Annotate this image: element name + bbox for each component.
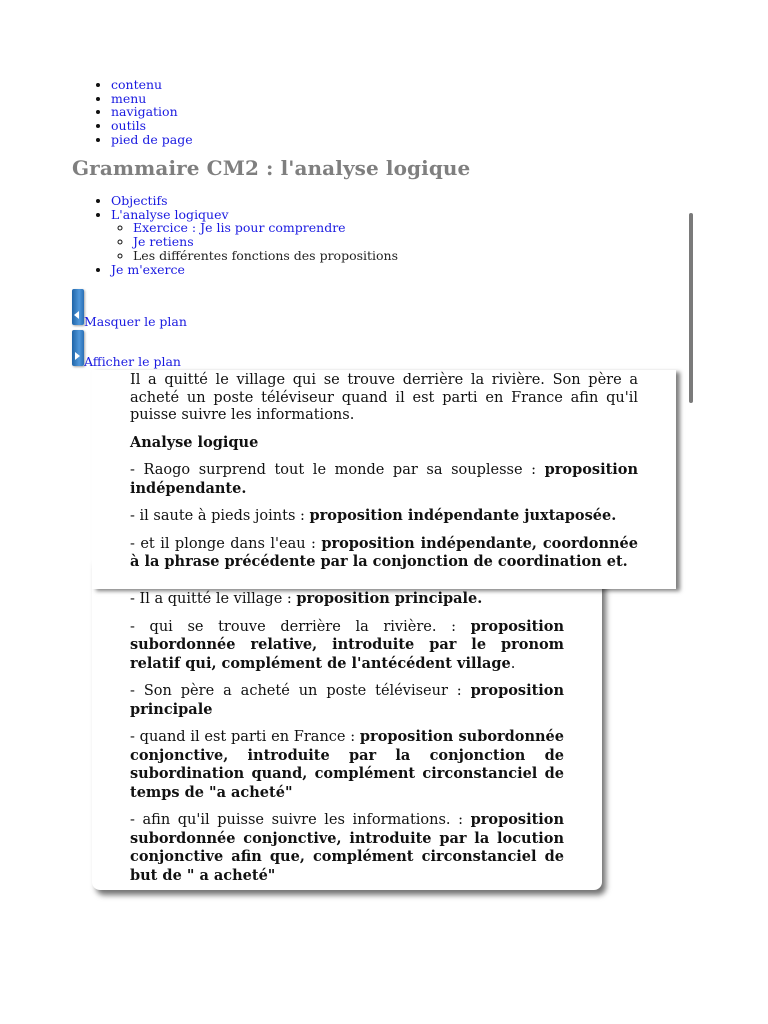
skip-link-item bbox=[111, 105, 193, 119]
analysis-line-function: proposition indépendante. bbox=[130, 461, 638, 497]
analysis-line-text: - il saute à pieds joints : bbox=[130, 508, 310, 524]
plan-link-je-mexerce[interactable]: Je m'exerce bbox=[111, 261, 185, 277]
skip-link-item bbox=[111, 133, 193, 147]
scrollbar-thumb[interactable] bbox=[689, 213, 693, 403]
hide-plan-button[interactable] bbox=[72, 289, 222, 329]
content-panel-front bbox=[92, 370, 676, 589]
analysis-line bbox=[130, 682, 564, 719]
content-panel-back-body bbox=[130, 590, 564, 894]
show-plan-label: Afficher le plan bbox=[84, 354, 181, 369]
plan-subitem bbox=[133, 235, 398, 249]
analysis-line-text: - Raogo surprend tout le monde par sa souplesse : bbox=[130, 462, 545, 478]
content-panel-back bbox=[92, 560, 602, 890]
analysis-line bbox=[130, 535, 638, 572]
analysis-line-function: proposition indépendante, coordonnée à la phrase précédente par la conjonction de coordination et. bbox=[130, 534, 638, 570]
intro-text: Il a quitté le village qui se trouve derrière la rivière. Son père a acheté un poste téléviseur quand il est parti en France afin qu'il puisse suivre les informations. bbox=[130, 372, 638, 423]
analysis-line-text: - Il a quitté le village : bbox=[130, 591, 297, 607]
analysis-line bbox=[130, 811, 564, 885]
plan-item bbox=[111, 208, 398, 263]
analysis-line-function: proposition subordonnée relative, introduite par le pronom relatif qui, complément de l'antécédent village bbox=[130, 617, 564, 672]
skip-link-menu[interactable]: menu bbox=[111, 90, 147, 106]
analysis-line-text: - quand il est parti en France : bbox=[130, 729, 360, 745]
plan-menu bbox=[94, 194, 398, 276]
arrow-left-icon bbox=[74, 311, 79, 319]
skip-link-pied-de-page[interactable]: pied de page bbox=[111, 131, 193, 147]
analysis-line-suffix: . bbox=[510, 655, 516, 672]
analysis-line bbox=[130, 507, 638, 526]
plan-item bbox=[111, 263, 398, 277]
content-panel-front-body bbox=[130, 372, 638, 581]
page-title: Grammaire CM2 : l'analyse logique bbox=[72, 156, 471, 180]
skip-link-item bbox=[111, 92, 193, 106]
plan-submenu bbox=[111, 221, 398, 262]
skip-link-contenu[interactable]: contenu bbox=[111, 77, 163, 92]
analysis-line-text: - et il plonge dans l'eau : bbox=[130, 535, 322, 552]
plan-link-exercice[interactable]: Exercice : Je lis pour comprendre bbox=[133, 220, 346, 236]
analysis-line-function: proposition indépendante juxtaposée. bbox=[309, 507, 617, 524]
analysis-line bbox=[130, 728, 564, 802]
plan-subitem bbox=[133, 221, 398, 235]
analysis-line-function: proposition principale. bbox=[296, 590, 483, 607]
skip-link-item bbox=[111, 119, 193, 133]
arrow-right-icon bbox=[75, 352, 80, 360]
expand-tab-icon bbox=[72, 330, 84, 366]
plan-item bbox=[111, 194, 398, 208]
skip-link-item bbox=[111, 78, 193, 92]
plan-link-analyse-logique[interactable]: L'analyse logiquev bbox=[111, 206, 229, 222]
plan-current-section: Les différentes fonctions des propositions bbox=[133, 247, 399, 263]
analysis-line-text: - afin qu'il puisse suivre les informations. : bbox=[130, 812, 471, 828]
plan-link-objectifs[interactable]: Objectifs bbox=[111, 193, 168, 208]
analysis-line bbox=[130, 618, 564, 674]
analysis-line bbox=[130, 461, 638, 498]
analysis-line bbox=[130, 590, 564, 609]
section-heading-text: Analyse logique bbox=[130, 433, 259, 451]
plan-link-je-retiens[interactable]: Je retiens bbox=[133, 234, 194, 250]
show-plan-button[interactable] bbox=[72, 330, 222, 370]
skip-links bbox=[94, 78, 193, 147]
analysis-line-text: - Son père a acheté un poste téléviseur : bbox=[130, 683, 471, 699]
analysis-line-function: proposition subordonnée conjonctive, introduite par la conjonction de subordination quand, complément circonstanciel de temps de "a acheté" bbox=[130, 728, 564, 801]
plan-subitem bbox=[133, 249, 398, 263]
skip-link-navigation[interactable]: navigation bbox=[111, 104, 178, 120]
hide-plan-label: Masquer le plan bbox=[84, 314, 187, 329]
skip-link-outils[interactable]: outils bbox=[111, 118, 147, 134]
analysis-line-function: proposition principale bbox=[130, 682, 564, 718]
section-heading bbox=[130, 434, 638, 453]
analysis-line-text: - qui se trouve derrière la rivière. : bbox=[130, 618, 471, 635]
analysis-line-function: proposition subordonnée conjonctive, introduite par la locution conjonctive afin que, complément circonstanciel de but de " a acheté" bbox=[130, 811, 564, 884]
collapse-tab-icon bbox=[72, 289, 84, 325]
